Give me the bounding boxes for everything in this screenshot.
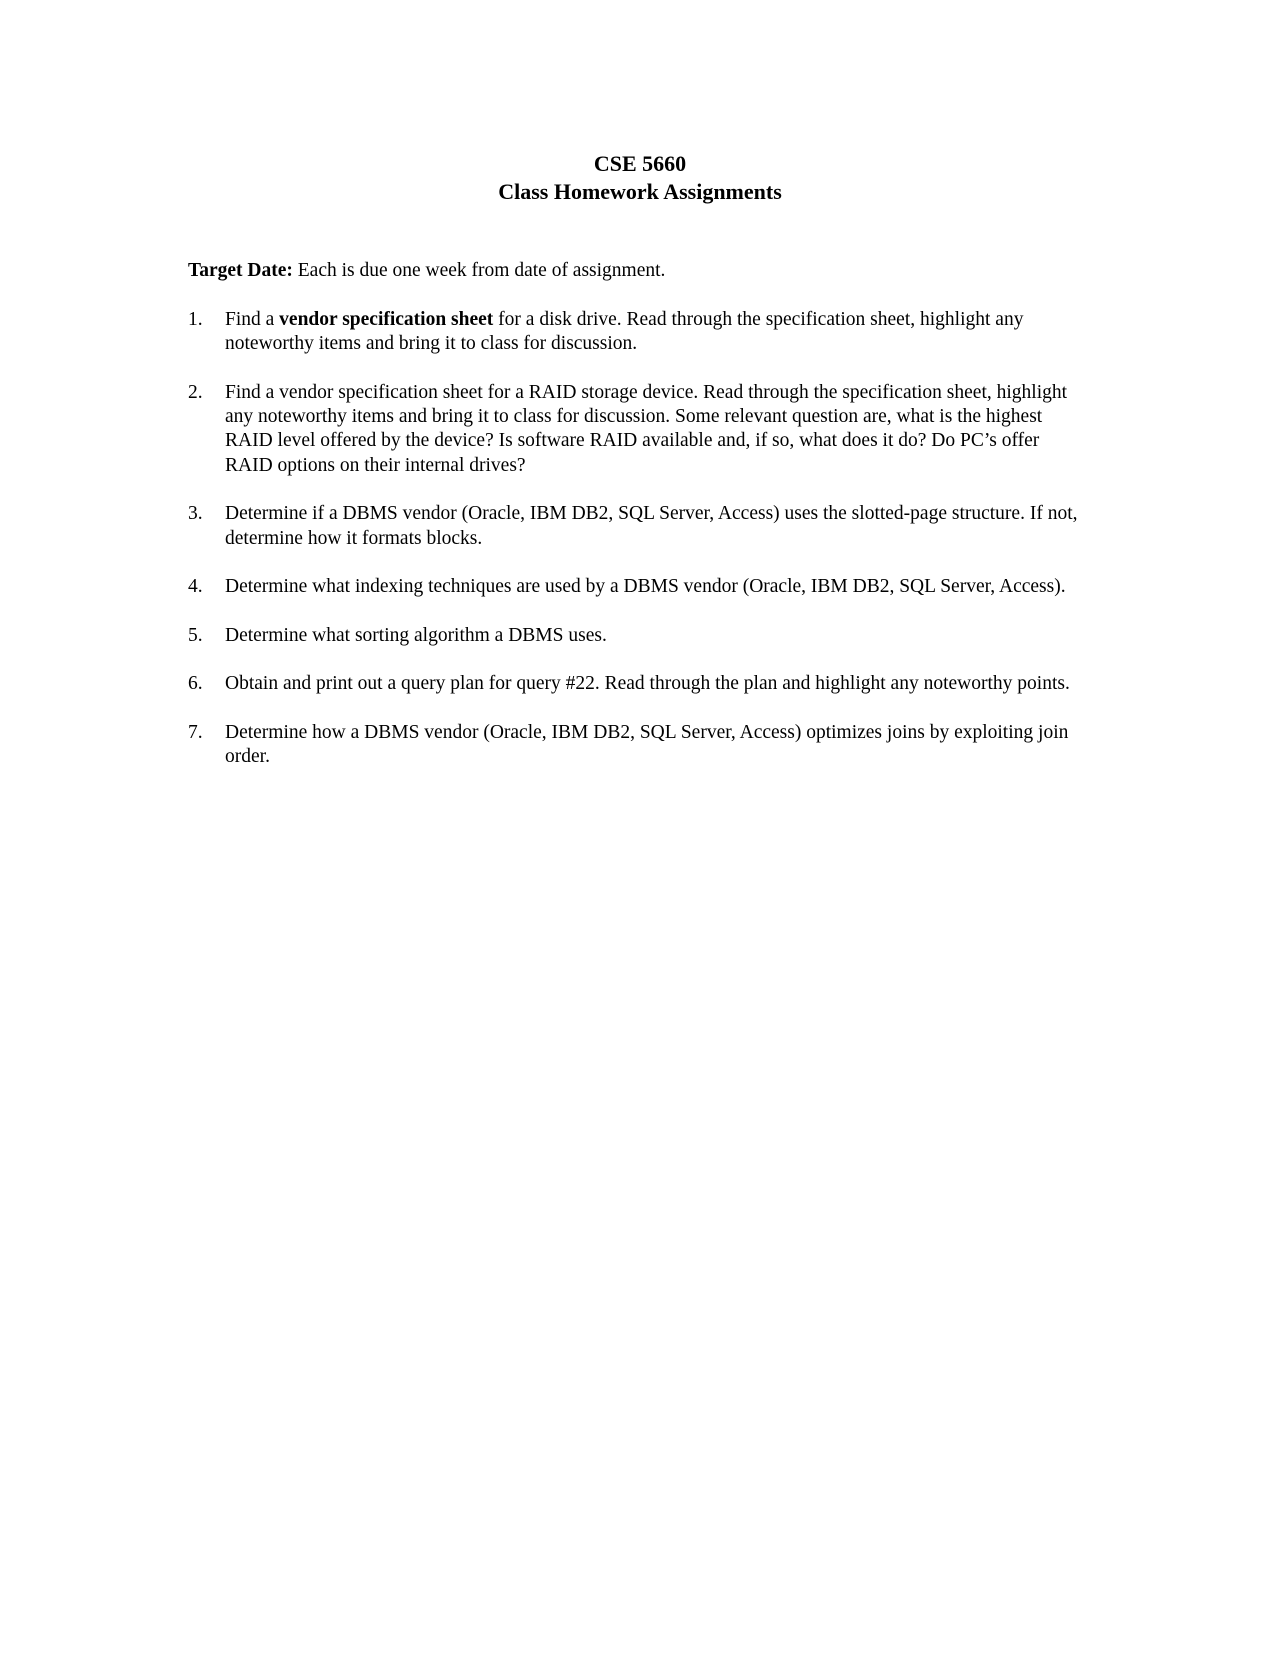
item-number: 3. bbox=[188, 503, 203, 525]
list-item bbox=[188, 308, 1088, 357]
target-date-line bbox=[188, 259, 1088, 283]
list-item bbox=[188, 502, 1088, 551]
item-text-pre: Find a bbox=[225, 309, 280, 330]
list-item bbox=[188, 672, 1088, 696]
list-item bbox=[188, 721, 1088, 770]
item-text: Determine how a DBMS vendor (Oracle, IBM DB2, SQL Server, Access) optimizes joins by exploiting join order. bbox=[225, 722, 1069, 768]
target-date-label: Target Date: bbox=[188, 260, 293, 281]
item-text: Determine if a DBMS vendor (Oracle, IBM DB2, SQL Server, Access) uses the slotted-page structure. If not, determine how it formats blocks. bbox=[225, 503, 1078, 549]
item-text-bold: vendor specification sheet bbox=[279, 309, 494, 330]
list-item bbox=[188, 624, 1088, 648]
item-text: Obtain and print out a query plan for query #22. Read through the plan and highlight any noteworthy points. bbox=[225, 673, 1070, 695]
title-block bbox=[0, 150, 1280, 206]
item-number: 7. bbox=[188, 722, 203, 744]
item-text: Determine what sorting algorithm a DBMS uses. bbox=[225, 624, 607, 646]
list-item bbox=[188, 381, 1088, 478]
item-number: 4. bbox=[188, 576, 203, 598]
item-number: 5. bbox=[188, 624, 203, 646]
item-number: 1. bbox=[188, 309, 203, 330]
item-text: Determine what indexing techniques are used by a DBMS vendor (Oracle, IBM DB2, SQL Server, Access). bbox=[225, 576, 1066, 598]
item-text bbox=[225, 308, 1088, 357]
item-number: 2. bbox=[188, 381, 203, 403]
list-item bbox=[188, 575, 1088, 599]
assignment-list bbox=[188, 308, 1088, 794]
item-text-post: for a disk drive. Read through the specification sheet, highlight any noteworthy items and bring it to class for discussion. bbox=[225, 309, 1024, 355]
page-title: Class Homework Assignments bbox=[498, 179, 782, 204]
item-number: 6. bbox=[188, 673, 203, 695]
target-date-text: Each is due one week from date of assignment. bbox=[292, 260, 666, 281]
item-text: Find a vendor specification sheet for a RAID storage device. Read through the specification sheet, highlight any noteworthy items and bring it to class for discussion. Some relevant question are, what is the highest RAID level offered by the device? Is software RAID available and, if so, what does it do? Do PC’s offer RAID options on their internal drives? bbox=[225, 381, 1068, 476]
course-code: CSE 5660 bbox=[593, 151, 687, 176]
